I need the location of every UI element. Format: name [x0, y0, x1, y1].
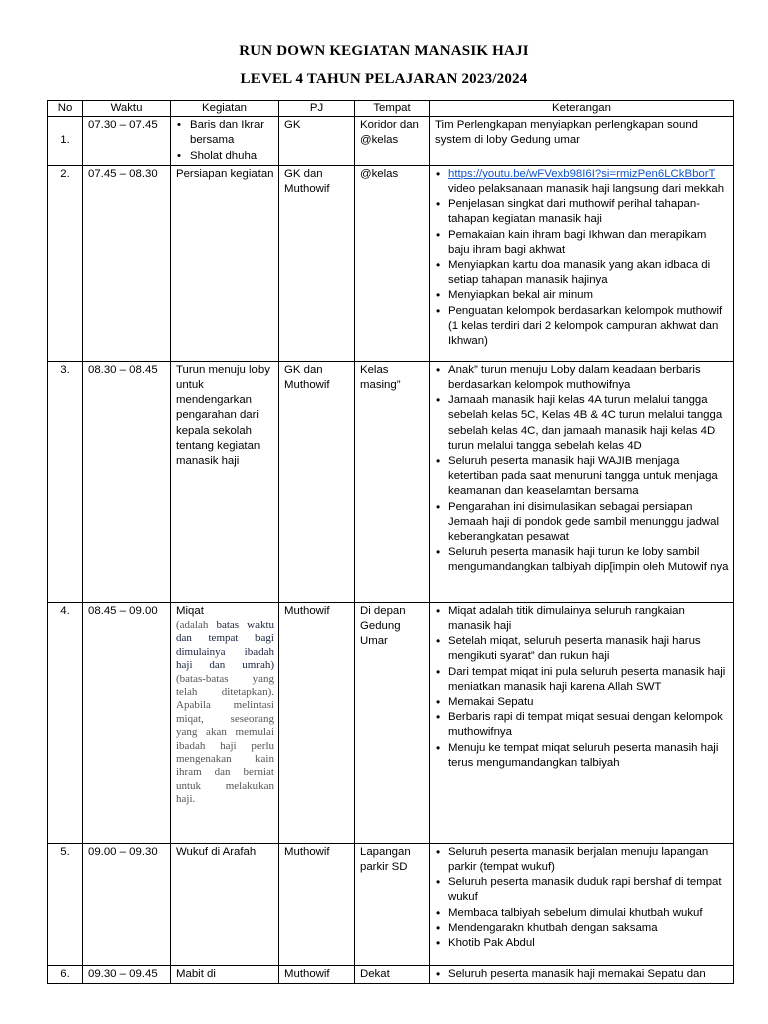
list-item: • Seluruh peserta manasik haji memakai Sepatu dan [448, 967, 729, 982]
list-item: • Penjelasan singkat dari muthowif perihal tahapan-tahapan kegiatan manasik haji [448, 197, 729, 227]
kegiatan-title: Miqat [176, 604, 204, 617]
cell-tempat: Lapangan parkir SD [355, 843, 430, 965]
header-keterangan: Keterangan [430, 101, 734, 117]
list-item: • Menyiapkan kartu doa manasik yang akan idbaca di setiap tahapan manasik hajinya [448, 258, 729, 288]
list-item: • Jamaah manasik haji kelas 4A turun melalui tangga sebelah kelas 5C, Kelas 4B & 4C turun melalui tangga sebelah kelas 4C, dan jamaah manasik haji kelas 4D turun melalui tangga sebelah kelas 4D [448, 393, 729, 454]
link-description: video pelaksanaan manasik haji langsung dari mekkah [448, 183, 725, 196]
table-row [48, 602, 734, 843]
cell-no [48, 117, 83, 166]
list-item: • Anak” turun menuju Loby dalam keadaan berbaris berdasarkan kelompok muthowifnya [448, 363, 729, 393]
document-subtitle: LEVEL 4 TAHUN PELAJARAN 2023/2024 [240, 71, 528, 87]
cell-waktu: 09.00 – 09.30 [83, 843, 171, 965]
list-item: • Setelah miqat, seluruh peserta manasik haji harus mengikuti syarat” dan rukun haji [448, 634, 729, 664]
cell-no: 6. [48, 965, 83, 983]
definition-part: batas waktu dan tempat bagi dimulainya ibadah haji dan umrah) [176, 619, 275, 672]
cell-pj: Muthowif [279, 965, 355, 983]
list-item: • Menyiapkan bekal air minum [448, 288, 729, 303]
header-waktu: Waktu [83, 101, 171, 117]
cell-tempat: @kelas [355, 165, 430, 361]
cell-pj: GK [279, 117, 355, 166]
list-item: • Mendengarakn khutbah dengan saksama [448, 921, 729, 936]
list-item: • Memakai Sepatu [448, 695, 729, 710]
cell-pj: GK dan Muthowif [279, 165, 355, 361]
cell-kegiatan [171, 602, 279, 843]
miqat-definition [176, 619, 274, 807]
list-item: • Pemakaian kain ihram bagi Ikhwan dan merapikam baju ihram bagi akhwat [448, 228, 729, 258]
cell-keterangan [430, 843, 734, 965]
cell-tempat: Di depan Gedung Umar [355, 602, 430, 843]
cell-kegiatan: Persiapan kegiatan [171, 165, 279, 361]
table-row [48, 361, 734, 602]
table-row [48, 965, 734, 983]
cell-waktu: 07.45 – 08.30 [83, 165, 171, 361]
cell-kegiatan [171, 117, 279, 166]
list-item: • Khotib Pak Abdul [448, 936, 729, 951]
list-item: • Penguatan kelompok berdasarkan kelompok muthowif (1 kelas terdiri dari 2 kelompok campuran akhwat dan Ikhwan) [448, 304, 729, 350]
list-item: • Seluruh peserta manasik haji turun ke loby sambil mengumandangkan talbiyah dip[impin oleh Mutowif nya [448, 545, 729, 575]
cell-no: 4. [48, 602, 83, 843]
youtube-link[interactable]: https://youtu.be/wFVexb98I6I?si=rmizPen6LCkBborT [448, 167, 716, 180]
list-item: • Seluruh peserta manasik haji WAJIB menjaga ketertiban pada saat menuruni tangga untuk menjaga keamanan dan keaselamtan bersama [448, 454, 729, 500]
cell-waktu: 09.30 – 09.45 [83, 965, 171, 983]
list-item: • Miqat adalah titik dimulainya seluruh rangkaian manasik haji [448, 604, 729, 634]
cell-keterangan [430, 965, 734, 983]
cell-waktu: 08.45 – 09.00 [83, 602, 171, 843]
cell-kegiatan: Wukuf di Arafah [171, 843, 279, 965]
definition-part: (adalah [176, 619, 209, 632]
header-pj: PJ [279, 101, 355, 117]
cell-no: 3. [48, 361, 83, 602]
definition-part: (batas-batas yang telah ditetapkan). Apabila melintasi miqat, seseorang yang akan memulai ibadah haji perlu mengenakan kain ihram dan berniat untuk melakukan haji. [176, 672, 274, 806]
cell-keterangan [430, 602, 734, 843]
list-item: • Membaca talbiyah sebelum dimulai khutbah wukuf [448, 906, 729, 921]
cell-keterangan [430, 361, 734, 602]
list-item: • Sholat dhuha [190, 149, 274, 164]
list-item: • Menuju ke tempat miqat seluruh peserta manasih haji terus mengumandangkan talbiyah [448, 741, 729, 771]
table-row [48, 165, 734, 361]
list-item: • Berbaris rapi di tempat miqat sesuai dengan kelompok muthowifnya [448, 710, 729, 740]
table-row [48, 843, 734, 965]
header-tempat: Tempat [355, 101, 430, 117]
header-no: No [48, 101, 83, 117]
list-item: • Baris dan Ikrar bersama [190, 118, 274, 148]
list-item: • Pengarahan ini disimulasikan sebagai persiapan Jemaah haji di pondok gede sambil menunggu jadwal keberangkatan pesawat [448, 500, 729, 546]
table-row [48, 117, 734, 166]
cell-pj: Muthowif [279, 602, 355, 843]
list-item: • Seluruh peserta manasik duduk rapi bershaf di tempat wukuf [448, 875, 729, 905]
cell-tempat: Koridor dan @kelas [355, 117, 430, 166]
rundown-table [47, 100, 734, 984]
cell-pj: GK dan Muthowif [279, 361, 355, 602]
list-item: • Seluruh peserta manasik berjalan menuju lapangan parkir (tempat wukuf) [448, 845, 729, 875]
list-item [448, 167, 729, 197]
table-header-row [48, 101, 734, 117]
cell-tempat: Dekat [355, 965, 430, 983]
cell-kegiatan: Turun menuju loby untuk mendengarkan pengarahan dari kepala sekolah tentang kegiatan manasik haji [171, 361, 279, 602]
header-kegiatan: Kegiatan [171, 101, 279, 117]
cell-kegiatan: Mabit di [171, 965, 279, 983]
cell-waktu: 08.30 – 08.45 [83, 361, 171, 602]
cell-tempat: Kelas masing” [355, 361, 430, 602]
cell-pj: Muthowif [279, 843, 355, 965]
cell-no: 5. [48, 843, 83, 965]
cell-waktu: 07.30 – 07.45 [83, 117, 171, 166]
cell-no: 2. [48, 165, 83, 361]
cell-keterangan: Tim Perlengkapan menyiapkan perlengkapan sound system di loby Gedung umar [430, 117, 734, 166]
document-title: RUN DOWN KEGIATAN MANASIK HAJI [239, 43, 529, 59]
cell-keterangan [430, 165, 734, 361]
list-item: • Dari tempat miqat ini pula seluruh peserta manasik haji meniatkan manasik haji karena Allah SWT [448, 665, 729, 695]
row-number: 1. [60, 134, 70, 147]
